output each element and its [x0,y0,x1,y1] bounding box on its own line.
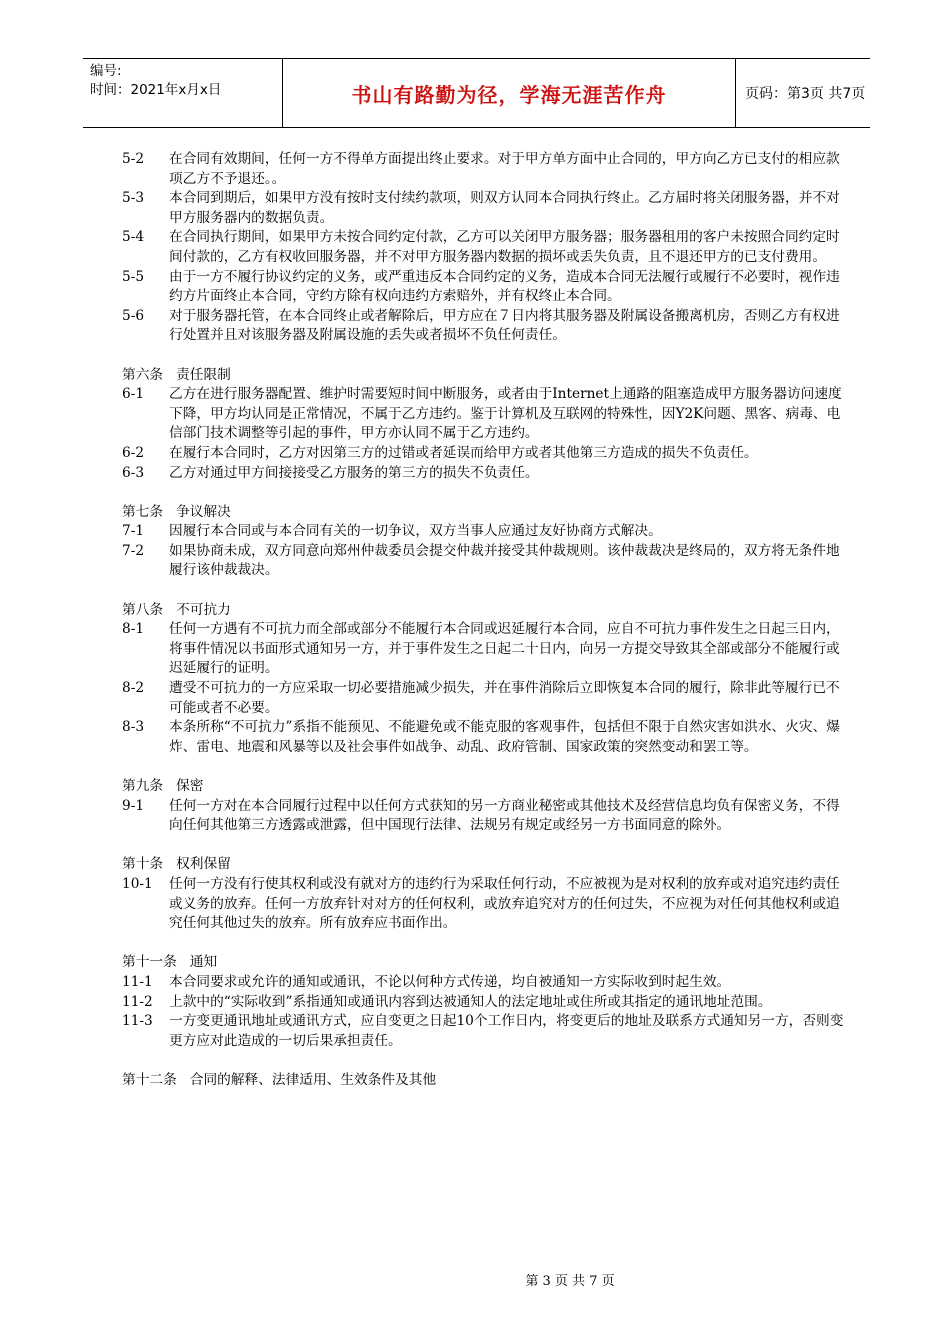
section-title: 第六条 责任限制 [122,366,231,383]
document-number-label: 编号: [90,63,122,79]
clause-text: 本条所称“不可抗力”系指不能预见、不能避免或不能克服的客观事件，包括但不限于自然灾害如洪水、火灾、爆炸、雷电、地震和风暴等以及社会事件如战争、动乱、政府管制、国家政策的突然变动和罢工等。 [169,719,841,755]
clause [122,718,844,757]
clause-number: 10-1 [122,875,153,892]
section-title: 第九条 保密 [122,778,204,794]
clause-number: 11-3 [122,1013,153,1030]
clause [122,307,844,346]
clause [122,620,844,679]
section-title: 第八条 不可抗力 [122,601,231,618]
clause [122,797,844,836]
clause-text: 因履行本合同或与本合同有关的一切争议，双方当事人应通过友好协商方式解决。 [169,523,662,540]
clause [122,542,844,581]
header-meta [83,59,283,127]
clause [122,973,844,993]
section-title: 第七条 争议解决 [122,503,231,520]
page-header [83,58,870,128]
clause-text: 本合同要求或允许的通知或通讯，不论以何种方式传递，均自被通知一方实际收到时起生效。 [169,973,731,990]
intro-clauses [122,150,844,346]
clause [122,993,844,1013]
section-6 [122,366,844,484]
clause [122,228,844,267]
clause-number: 7-2 [122,542,145,559]
clause [122,189,844,228]
clause-number: 6-1 [122,386,145,403]
section-10 [122,855,844,933]
clause-text: 乙方在进行服务器配置、维护时需要短时间中断服务，或者由于Internet上通路的阻塞造成甲方服务器访问速度下降，甲方均认同是正常情况，不属于乙方违约。鉴于计算机及互联网的特殊性，因Y2K问题、黑客、病毒、电信部门技术调整等引起的事件，甲方亦认同不属于乙方违约。 [169,386,842,442]
clause-number: 8-3 [122,719,145,736]
document-time-label: 时间：2021年x月x日 [90,82,222,98]
page-footer: 第 3 页 共 7 页 [525,1274,615,1289]
clause-number: 5-2 [122,151,145,167]
header-page-info: 页码：第3页 共7页 [745,86,866,102]
header-motto: 书山有路勤为径，学海无涯苦作舟 [283,59,736,127]
clause-text: 任何一方没有行使其权利或没有就对方的违约行为采取任何行动，不应被视为是对权利的放弃或对追究违约责任或义务的放弃。任何一方放弃针对对方的任何权利，或放弃追究对方的任何过失，不应视为对任何其他权利或追究任何其他过失的放弃。所有放弃应书面作出。 [169,875,840,932]
clause-text: 由于一方不履行协议约定的义务，或严重违反本合同约定的义务，造成本合同无法履行或履行不必要时，视作违约方片面终止本合同，守约方除有权向违约方索赔外，并有权终止本合同。 [169,268,840,305]
clause [122,268,844,307]
clause-text: 本合同到期后，如果甲方没有按时支付续约款项，则双方认同本合同执行终止。乙方届时将关闭服务器，并不对甲方服务器内的数据负责。 [169,190,840,226]
section-9 [122,777,844,836]
clause-number: 6-3 [122,464,145,481]
clause [122,875,844,934]
clause-text: 如果协商未成，双方同意向郑州仲裁委员会提交仲裁并接受其仲裁规则。该仲裁裁决是终局的，双方将无条件地履行该仲裁裁决。 [169,542,840,579]
clause-number: 8-1 [122,621,145,638]
clause-number: 7-1 [122,523,145,540]
clause-number: 11-2 [122,993,153,1010]
document-body [122,150,844,1091]
clause [122,1012,844,1051]
clause-text: 任何一方对在本合同履行过程中以任何方式获知的另一方商业秘密或其他技术及经营信息均负有保密义务，不得向任何其他第三方透露或泄露，但中国现行法律、法规另有规定或经另一方书面同意的除外。 [169,797,840,834]
clause-number: 5-3 [122,190,145,207]
clause-text: 任何一方遇有不可抗力而全部或部分不能履行本合同或迟延履行本合同，应自不可抗力事件发生之日起三日内，将事件情况以书面形式通知另一方，并于事件发生之日起二十日内，向另一方提交导致其全部或部分不能履行或迟延履行的证明。 [169,621,840,677]
clause-text: 对于服务器托管，在本合同终止或者解除后，甲方应在７日内将其服务器及附属设备搬离机房，否则乙方有权进行处置并且对该服务器及附属设施的丢失或者损坏不负任何责任。 [169,307,840,344]
clause [122,150,844,189]
section-8 [122,601,844,758]
section-title: 第十条 权利保留 [122,856,231,873]
clause-text: 在合同执行期间，如果甲方未按合同约定付款，乙方可以关闭甲方服务器；服务器租用的客户未按照合同约定时间付款的，乙方有权收回服务器，并不对甲方服务器内数据的损坏或丢失负责，且不退还甲方的已支付费用。 [169,229,840,265]
clause-number: 5-6 [122,307,145,324]
clause-number: 9-1 [122,797,145,814]
clause-number: 8-2 [122,680,145,697]
clause-text: 在履行本合同时，乙方对因第三方的过错或者延误而给甲方或者其他第三方造成的损失不负责任。 [169,444,758,461]
section-7 [122,503,844,581]
clause-number: 11-1 [122,973,153,990]
section-12 [122,1071,844,1091]
clause-text: 一方变更通讯地址或通讯方式，应自变更之日起10个工作日内，将变更后的地址及联系方式通知另一方，否则变更方应对此造成的一切后果承担责任。 [169,1013,844,1049]
clause-number: 5-4 [122,229,145,246]
clause [122,679,844,718]
clause [122,522,844,542]
clause-number: 5-5 [122,268,145,285]
clause [122,464,844,484]
clause-text: 乙方对通过甲方间接接受乙方服务的第三方的损失不负责任。 [169,464,539,481]
clause [122,385,844,444]
clause-text: 遭受不可抗力的一方应采取一切必要措施减少损失，并在事件消除后立即恢复本合同的履行，除非此等履行已不可能或者不必要。 [169,680,840,716]
section-11 [122,953,844,1051]
clause-text: 在合同有效期间，任何一方不得单方面提出终止要求。对于甲方单方面中止合同的，甲方向乙方已支付的相应款项乙方不予退还。。 [169,151,840,187]
section-title: 第十二条 合同的解释、法律适用、生效条件及其他 [122,1071,437,1088]
clause [122,444,844,464]
section-title: 第十一条 通知 [122,954,218,971]
clause-text: 上款中的“实际收到”系指通知或通讯内容到达被通知人的法定地址或住所或其指定的通讯地址范围。 [169,993,772,1010]
clause-number: 6-2 [122,444,145,461]
